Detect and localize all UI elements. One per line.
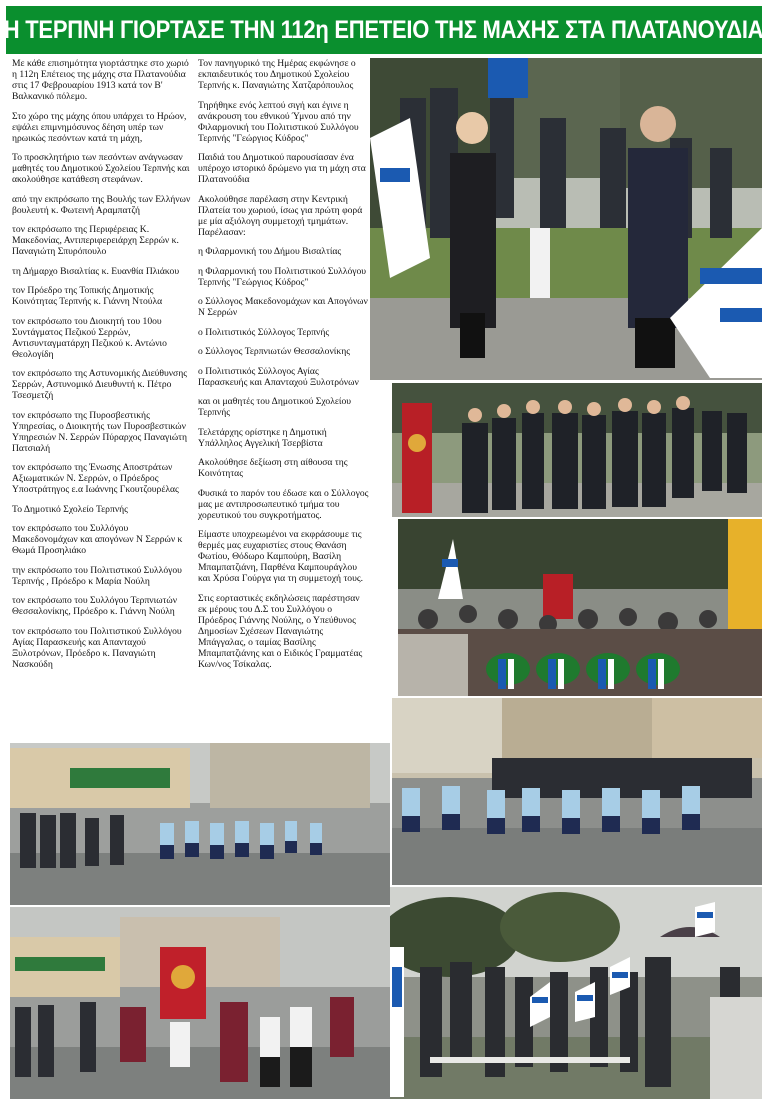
- paragraph: Με κάθε επισημότητα γιορτάστηκε στο χωριό η 112η Επέτειος της μάχης στα Πλατανούδια στις 17 Φεβρουαρίου 1913 κατά τον Β' Βαλκανικό πόλεμο.: [12, 58, 189, 102]
- headline: Η ΤΕΡΠΝΗ ΓΙΟΡΤΑΣΕ ΤΗΝ 112η ΕΠΕΤΕΙΟ ΤΗΣ ΜΑΧΗΣ ΣΤΑ ΠΛΑΤΑΝΟΥΔΙΑ: [4, 15, 764, 44]
- paragraph: Είμαστε υποχρεωμένοι να εκφράσουμε τις θερμές μας ευχαριστίες στους Θανάση Φωτίου, Θόδωρο Καμπούρη, Βασίλη Μπαμπατζιάνη, Παρθένα Καμπουράγλου και Χρύσα Γούργα για τη συμμετοχή τους.: [198, 529, 364, 584]
- paragraph: η Φιλαρμονική του Πολιτιστικού Συλλόγου Τερπνής "Γεώργιος Κύδρος": [198, 265, 367, 288]
- photo-officials-anthem: [370, 58, 762, 380]
- paragraph: τον εκπρόσωπο του Διοικητή του 10ου Συντάγματος Πεζικού Σερρών, Αντισυνταγματάρχη Πεζικού κ. Αντώνιο Θεολογίδη: [12, 315, 167, 360]
- headline-banner: [6, 6, 762, 54]
- paragraph: Στο χώρο της μάχης όπου υπάρχει το Ηρώον, εψάλει επιμνημόσυνος δέηση υπέρ των ηρωικώς πεσόντων κατά τη μάχη,: [12, 110, 187, 144]
- paragraph: ο Σύλλογος Μακεδονομάχων και Απογόνων Ν Σερρών: [198, 296, 368, 318]
- photo-parade-street: [10, 743, 390, 905]
- paragraph: Τελετάρχης ορίστηκε η Δημοτική Υπάλληλος Αγγελική Τσερβίστα: [198, 426, 327, 449]
- photo-crowd-wreaths: [398, 519, 762, 696]
- paragraph: τον εκπρόσωπο του Πολιτιστικού Συλλόγου Αγίας Παρασκευής και Απανταχού Ξυλοτρόνων, Πρόεδρο κ. Παναγιώτη Νασκούδη: [12, 625, 182, 670]
- paragraph: Ακολούθησε δεξίωση στη αίθουσα της Κοινότητας: [198, 457, 348, 479]
- paragraph: τον εκπρόσωπο της Περιφέρειας Κ. Μακεδονίας, Αντιπεριφερειάρχη Σερρών κ. Παναγιώτη Σπυρόπουλο: [12, 224, 179, 257]
- paragraph: τον εκπρόσωπο του Συλλόγου Μακεδονομάχων και απογόνων Ν Σερρών κ Θωμά Προσηλιάκο: [12, 523, 183, 556]
- paragraph: η Φιλαρμονική του Δήμου Βισαλτίας: [198, 246, 342, 257]
- article-column-right: [198, 58, 370, 678]
- paragraph: Στις εορταστικές εκδηλώσεις παρέστησαν εκ μέρους του Δ.Σ του Συλλόγου ο Πρόεδρος Γιάννης Νούλης, ο Υπεύθυνος Δημοσίων Σχέσεων Παναγιώτης Μπάγγαλας, ο ταμίας Βασίλης Μπαμπατζιάνης και ο Ειδικός Γραμματέας Κων/νος Τσίκαλας.: [198, 592, 363, 670]
- paragraph: Το Δημοτικό Σχολείο Τερπνής: [12, 503, 128, 515]
- photo-officials-line: [392, 383, 762, 517]
- photo-traditional-dancers: [10, 907, 390, 1099]
- paragraph: Παιδιά του Δημοτικού παρουσίασαν ένα υπέροχο ιστορικό δρώμενο για τη μάχη στα Πλατανούδια: [198, 152, 366, 185]
- photo-students-marching: [392, 698, 762, 885]
- paragraph: ο Σύλλογος Τερπνιωτών Θεσσαλονίκης: [198, 346, 351, 357]
- paragraph: Τηρήθηκε ενός λεπτού σιγή και έγινε η ανάκρουση του εθνικού Ύμνου από την Φιλαρμονική του Πολιτιστικού Συλλόγου Τερπνής "Γεώργιος Κύδρος": [198, 99, 359, 144]
- photo-flag-bearers: [390, 887, 762, 1099]
- paragraph: Φυσικά το παρόν του έδωσε και ο Σύλλογος μας με αντιπροσωπευτικό τμήμα του χορευτικού του συγκροτήματος.: [198, 487, 369, 521]
- paragraph: τον εκπρόσωπο της Ένωσης Αποστράτων Αξιωματικών Ν. Σερρών, ο Πρόεδρος Υποστράτηγος ε.α Ιωάννης Γκουτζουρέλας: [12, 462, 179, 495]
- paragraph: τη Δήμαρχο Βισαλτίας κ. Ευανθία Πλιάκου: [12, 265, 180, 277]
- paragraph: από την εκπρόσωπο της Βουλής των Ελλήνων βουλευτή κ. Φωτεινή Αραμπατζή: [12, 193, 191, 216]
- paragraph: Τον πανηγυρικό της Ημέρας εκφώνησε ο εκπαιδευτικός του Δημοτικού Σχολείου Τερπνής κ. Παναγιώτης Χατζαρόπουλος: [198, 58, 356, 91]
- paragraph: τον εκπρόσωπο της Πυροσβεστικής Υπηρεσίας, ο Διοικητής των Πυροσβεστικών Υπηρεσιών Ν. Σερρών Πύραρχος Παναγιώτη Πατσιαλή: [12, 409, 188, 454]
- paragraph: και οι μαθητές του Δημοτικού Σχολείου Τερπνής: [198, 396, 352, 418]
- paragraph: Το προσκλητήριο των πεσόντων ανάγνωσαν μαθητές του Δημοτικού Σχολείου Τερπνής και ακολούθησε κατάθεση στεφάνων.: [12, 152, 190, 185]
- paragraph: την εκπρόσωπο του Πολιτιστικού Συλλόγου Τερπνής , Πρόεδρο κ Μαρία Νούλη: [12, 564, 182, 587]
- paragraph: τον εκπρόσωπο του Συλλόγου Τερπνιωτών Θεσσαλονίκης, Πρόεδρο κ. Γιάννη Νούλη: [12, 595, 178, 617]
- paragraph: ο Πολιτιστικός Σύλλογος Αγίας Παρασκευής και Απανταχού Ξυλοτρόνων: [198, 365, 359, 388]
- paragraph: τον εκπρόσωπο της Αστυνομικής Διεύθυνσης Σερρών, Αστυνομικό Διευθυντή κ. Πέτρο Τσεσμετζή: [12, 368, 188, 401]
- paragraph: τον Πρόεδρο της Τοπικής Δημοτικής Κοινότητας Τερπνής κ. Γιάννη Ντούλα: [12, 285, 163, 307]
- paragraph: Ακολούθησε παρέλαση στην Κεντρική Πλατεία του χωριού, ίσως για πρώτη φορά με μία αξιόλογη συμμετοχή τμημάτων. Παρέλασαν:: [198, 193, 363, 238]
- article-column-left: [12, 58, 192, 678]
- paragraph: ο Πολιτιστικός Σύλλογος Τερπνής: [198, 326, 330, 338]
